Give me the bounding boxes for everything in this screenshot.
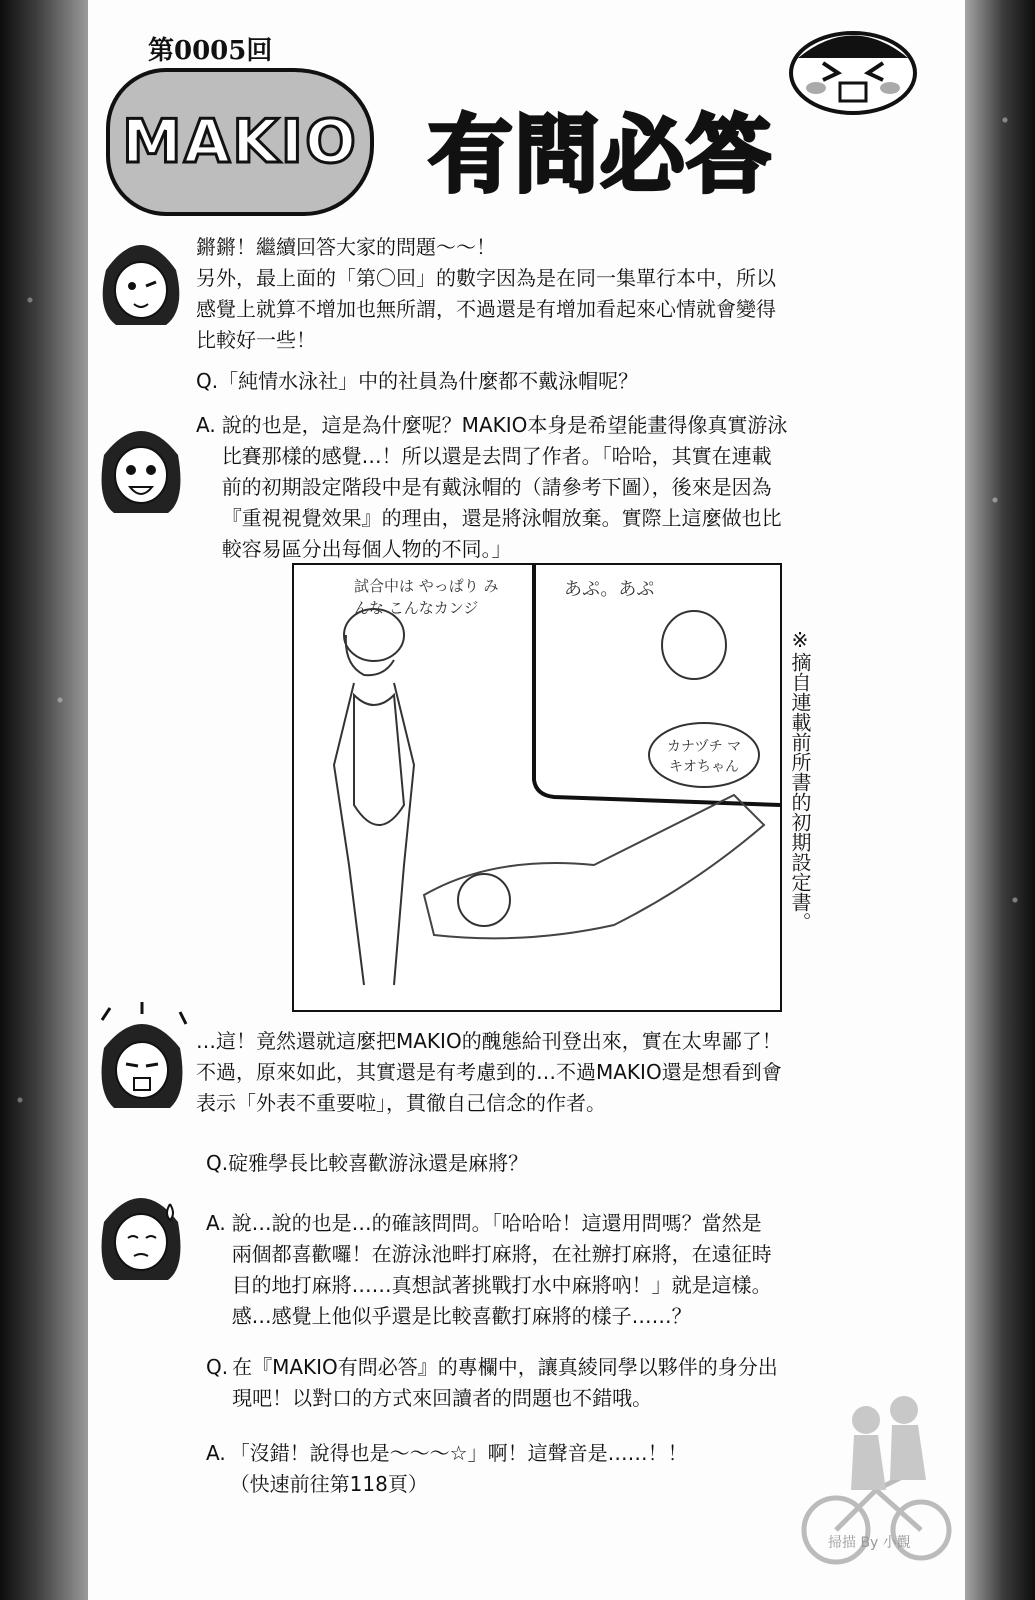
answer-1 — [196, 410, 896, 565]
answer-2 — [206, 1208, 906, 1332]
chibi-mascot-icon — [778, 18, 928, 118]
character-face-icon — [96, 230, 186, 330]
answer-lead: A. — [206, 1441, 226, 1465]
answer-line: 兩個都喜歡囉！在游泳池畔打麻將，在社辦打麻將，在遠征時 — [231, 1242, 772, 1266]
answer-line: （快速前往第118頁） — [229, 1472, 428, 1496]
title-cloud — [106, 68, 374, 216]
design-sketch-illustration — [292, 563, 782, 1012]
title-cjk: 有問必答 — [428, 105, 773, 204]
question-3-lines — [228, 1352, 778, 1414]
reaction-line: 表示「外表不重要啦」，貫徹自己信念的作者。 — [196, 1091, 606, 1115]
answer-line: 目的地打麻將……真想試著挑戰打水中麻將吶！」就是這樣。 — [231, 1273, 772, 1297]
character-face-icon — [96, 415, 186, 515]
column-number: 第0005回 — [148, 36, 273, 66]
title-cjk-box — [418, 88, 783, 208]
answer-line: 「沒錯！說得也是～～～☆」啊！這聲音是……！！ — [229, 1441, 688, 1465]
answer-line: 說…說的也是…的確該問問。「哈哈哈！這還用問嗎？當然是 — [231, 1211, 762, 1235]
answer-line: 較容易區分出每個人物的不同。」 — [221, 537, 512, 561]
answer-lead: A. — [206, 1211, 226, 1235]
answer-line: 前的初期設定階段中是有戴泳帽的（請參考下圖），後來是因為 — [221, 475, 772, 499]
sketch-note: 試合中は やっぱり みんな こんなカンジ — [354, 577, 499, 617]
manga-page — [88, 0, 965, 1600]
intro-text — [196, 232, 776, 356]
answer-line: 比賽那樣的感覺…！所以還是去問了作者。「哈哈，其實在連載 — [221, 444, 772, 468]
answer-3-lines — [226, 1438, 688, 1500]
answer-lead: A. — [196, 413, 216, 437]
answer-line: 『重視視覺效果』的理由，還是將泳帽放棄。實際上這麼做也比 — [221, 506, 782, 530]
intro-line: 比較好一些！ — [196, 328, 316, 352]
scan-credit: 掃描 By 小觀 — [828, 1535, 911, 1551]
answer-line: 感…感覺上他似乎還是比較喜歡打麻將的樣子……？ — [231, 1304, 692, 1328]
answer-2-lines — [226, 1208, 772, 1332]
intro-line: 另外，最上面的「第〇回」的數字因為是在同一集單行本中，所以 — [196, 266, 776, 290]
intro-line: 感覺上就算不增加也無所謂，不過還是有增加看起來心情就會變得 — [196, 297, 776, 321]
question-line: 現吧！以對口的方式來回讀者的問題也不錯哦。 — [232, 1386, 653, 1410]
sketch-drawing — [294, 565, 780, 1010]
title-latin: MAKIO — [122, 107, 358, 177]
reaction-text — [196, 1026, 782, 1119]
sketch-source-note: ※摘自連載前所書的初期設定書。 — [788, 628, 812, 932]
question-1: Q.「純情水泳社」中的社員為什麼都不戴泳帽呢？ — [196, 369, 639, 393]
reaction-line: 不過，原來如此，其實還是有考慮到的…不過MAKIO還是想看到會 — [196, 1060, 782, 1084]
left-screentone-margin — [0, 0, 88, 1600]
question-line: 在『MAKIO有問必答』的專欄中，讓真綾同學以夥伴的身分出 — [232, 1355, 778, 1379]
sketch-bubble-note: カナヅチ マキオちゃん — [666, 739, 742, 775]
question-2: Q.碇雅學長比較喜歡游泳還是麻將？ — [206, 1151, 529, 1175]
sketch-note: あぷ。あぷ — [564, 579, 655, 600]
right-screentone-margin — [965, 0, 1035, 1600]
intro-line: 鏘鏘！繼續回答大家的問題～～！ — [196, 235, 496, 259]
answer-3 — [206, 1438, 806, 1500]
reaction-line: …這！竟然還就這麼把MAKIO的醜態給刊登出來，實在太卑鄙了！ — [196, 1029, 782, 1053]
character-face-icon — [96, 1182, 186, 1282]
answer-line: 說的也是，這是為什麼呢？MAKIO本身是希望能畫得像真實游泳 — [221, 413, 788, 437]
question-lead: Q. — [206, 1355, 229, 1379]
character-face-icon — [96, 1000, 188, 1112]
answer-1-lines — [216, 410, 788, 565]
